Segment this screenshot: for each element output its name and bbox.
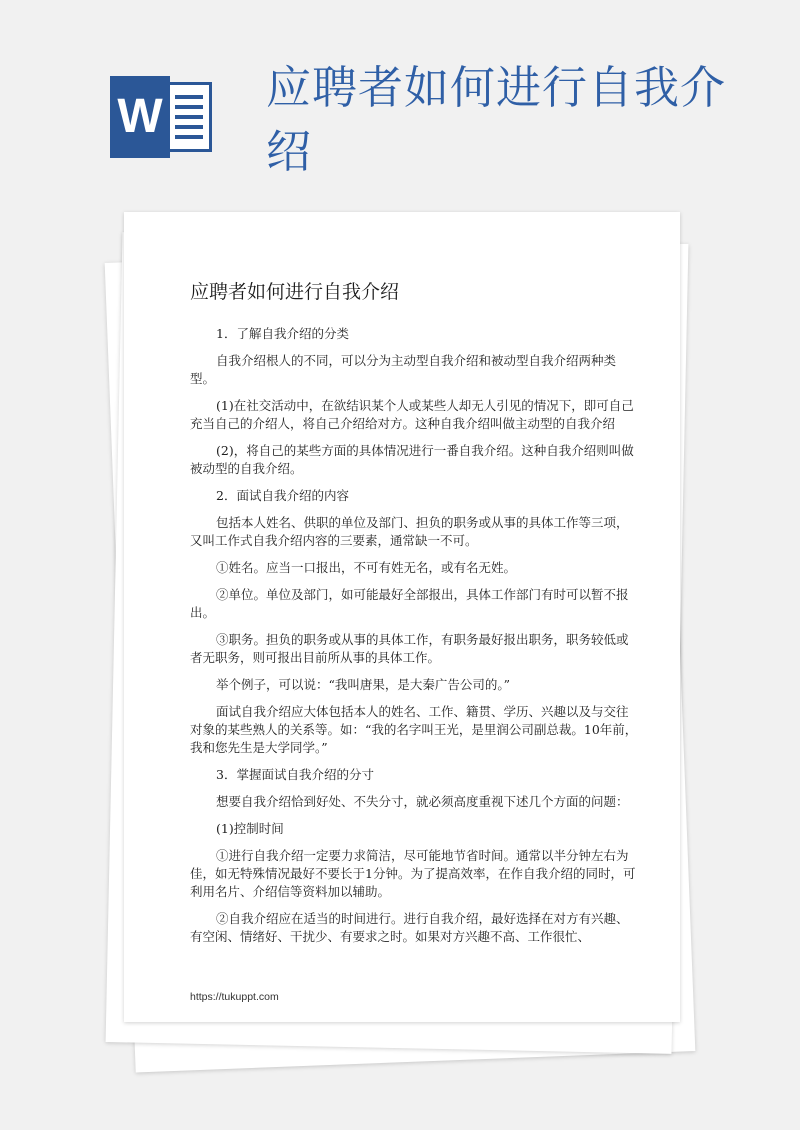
paragraph: 举个例子，可以说：“我叫唐果，是大秦广告公司的。” xyxy=(216,677,511,692)
section-heading: 2．面试自我介绍的内容 xyxy=(216,488,349,503)
paragraph: 想要自我介绍恰到好处、不失分寸，就必须高度重视下述几个方面的问题： xyxy=(216,794,629,809)
paragraph: ②单位。单位及部门，如可能最好全部报出，具体工作部门有时可以暂不报出。 xyxy=(190,587,629,620)
paragraph: 面试自我介绍应大体包括本人的姓名、工作、籍贯、学历、兴趣以及与交往对象的某些熟人的关系等。如：“我的名字叫王光，是里润公司副总裁。10年前，我和您先生是大学同学。” xyxy=(190,704,638,755)
section-heading: 1．了解自我介绍的分类 xyxy=(216,326,349,341)
paragraph: 包括本人姓名、供职的单位及部门、担负的职务或从事的具体工作等三项，又叫工作式自我介绍内容的三要素，通常缺一不可。 xyxy=(190,515,629,548)
paragraph: (1)控制时间 xyxy=(216,821,284,836)
page-title: 应聘者如何进行自我介绍 xyxy=(266,61,727,178)
paragraph: 自我介绍根人的不同，可以分为主动型自我介绍和被动型自我介绍两种类型。 xyxy=(190,353,617,386)
footer-url-link[interactable]: https://tukuppt.com xyxy=(190,991,279,1003)
document-body xyxy=(190,278,640,955)
paragraph: ②自我介绍应在适当的时间进行。进行自我介绍，最好选择在对方有兴趣、有空闲、情绪好、干扰少、有要求之时。如果对方兴趣不高、工作很忙、 xyxy=(190,911,629,944)
word-logo-badge: W xyxy=(110,76,170,158)
paragraph: ③职务。担负的职务或从事的具体工作，有职务最好报出职务，职务较低或者无职务，则可报出目前所从事的具体工作。 xyxy=(190,632,629,665)
document-title: 应聘者如何进行自我介绍 xyxy=(190,281,400,303)
paragraph: (1)在社交活动中，在欲结识某个人或某些人却无人引见的情况下，即可自己充当自己的介绍人，将自己介绍给对方。这种自我介绍叫做主动型的自我介绍 xyxy=(190,398,634,431)
word-icon xyxy=(110,76,214,158)
paragraph: ①姓名。应当一口报出，不可有姓无名，或有名无姓。 xyxy=(216,560,517,575)
section-heading: 3．掌握面试自我介绍的分寸 xyxy=(216,767,374,782)
paragraph: ①进行自我介绍一定要力求简洁，尽可能地节省时间。通常以半分钟左右为佳，如无特殊情况最好不要长于1分钟。为了提高效率，在作自我介绍的同时，可利用名片、介绍信等资料加以辅助。 xyxy=(190,848,636,899)
paragraph: (2)，将自己的某些方面的具体情况进行一番自我介绍。这种自我介绍则叫做被动型的自我介绍。 xyxy=(190,443,634,476)
